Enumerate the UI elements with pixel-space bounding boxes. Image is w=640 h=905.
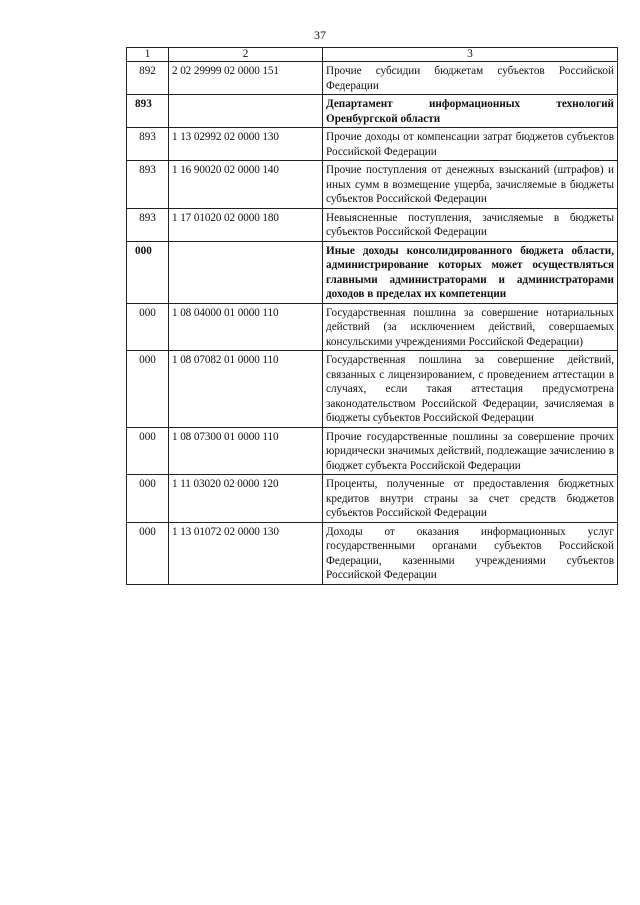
table-row <box>127 522 618 584</box>
revenue-code-cell: 1 13 02992 02 0000 130 <box>169 128 323 161</box>
page-number: 37 <box>314 28 326 42</box>
header-col-3: 3 <box>323 48 618 62</box>
table-row <box>127 161 618 209</box>
table-header-row <box>127 48 618 62</box>
header-col-1: 1 <box>127 48 169 62</box>
revenue-code-cell: 1 13 01072 02 0000 130 <box>169 522 323 584</box>
revenue-name-cell: Доходы от оказания информационных услуг государственными органами субъектов Российской Федерации, казенными учреждениями субъектов Российской Федерации <box>323 522 618 584</box>
table-row <box>127 427 618 475</box>
table-row <box>127 241 618 303</box>
admin-code-cell: 000 <box>127 475 169 523</box>
revenue-code-cell: 1 16 90020 02 0000 140 <box>169 161 323 209</box>
table-row <box>127 208 618 241</box>
revenue-name-cell: Проценты, полученные от предоставления бюджетных кредитов внутри страны за счет средств бюджетов субъектов Российской Федерации <box>323 475 618 523</box>
revenue-code-cell <box>169 241 323 303</box>
admin-code-cell: 000 <box>127 522 169 584</box>
revenue-code-cell <box>169 95 323 128</box>
revenue-code-cell: 1 08 07300 01 0000 110 <box>169 427 323 475</box>
table-body <box>127 62 618 585</box>
table-row <box>127 303 618 351</box>
table-row <box>127 62 618 95</box>
revenue-name-cell: Невыясненные поступления, зачисляемые в бюджеты субъектов Российской Федерации <box>323 208 618 241</box>
revenue-name-cell: Прочие субсидии бюджетам субъектов Российской Федерации <box>323 62 618 95</box>
table-row <box>127 128 618 161</box>
revenue-name-cell: Иные доходы консолидированного бюджета области, администрирование которых может осуществляться главными администраторами и администраторами доходов в пределах их компетенции <box>323 241 618 303</box>
revenue-code-cell: 1 11 03020 02 0000 120 <box>169 475 323 523</box>
revenue-table <box>126 47 618 585</box>
table-row <box>127 95 618 128</box>
table-row <box>127 351 618 428</box>
admin-code-cell: 000 <box>127 351 169 428</box>
revenue-name-cell: Департамент информационных технологий Оренбургской области <box>323 95 618 128</box>
revenue-code-cell: 1 08 04000 01 0000 110 <box>169 303 323 351</box>
admin-code-cell: 893 <box>127 95 169 128</box>
header-col-2: 2 <box>169 48 323 62</box>
admin-code-cell: 000 <box>127 427 169 475</box>
admin-code-cell: 893 <box>127 208 169 241</box>
revenue-name-cell: Государственная пошлина за совершение действий, связанных с лицензированием, с проведением аттестации в случаях, если такая аттестация предусмотрена законодательством Российской Федерации, зачисляемая в бюджеты субъектов Российской Федерации <box>323 351 618 428</box>
admin-code-cell: 892 <box>127 62 169 95</box>
admin-code-cell: 893 <box>127 128 169 161</box>
table-row <box>127 475 618 523</box>
revenue-code-cell: 1 08 07082 01 0000 110 <box>169 351 323 428</box>
admin-code-cell: 000 <box>127 303 169 351</box>
revenue-code-cell: 1 17 01020 02 0000 180 <box>169 208 323 241</box>
revenue-code-cell: 2 02 29999 02 0000 151 <box>169 62 323 95</box>
revenue-name-cell: Государственная пошлина за совершение нотариальных действий (за исключением действий, совершаемых консульскими учреждениями Российской Федерации) <box>323 303 618 351</box>
admin-code-cell: 893 <box>127 161 169 209</box>
revenue-name-cell: Прочие доходы от компенсации затрат бюджетов субъектов Российской Федерации <box>323 128 618 161</box>
admin-code-cell: 000 <box>127 241 169 303</box>
revenue-name-cell: Прочие поступления от денежных взысканий (штрафов) и иных сумм в возмещение ущерба, зачисляемые в бюджеты субъектов Российской Федерации <box>323 161 618 209</box>
revenue-name-cell: Прочие государственные пошлины за совершение прочих юридически значимых действий, подлежащие зачислению в бюджет субъекта Российской Федерации <box>323 427 618 475</box>
